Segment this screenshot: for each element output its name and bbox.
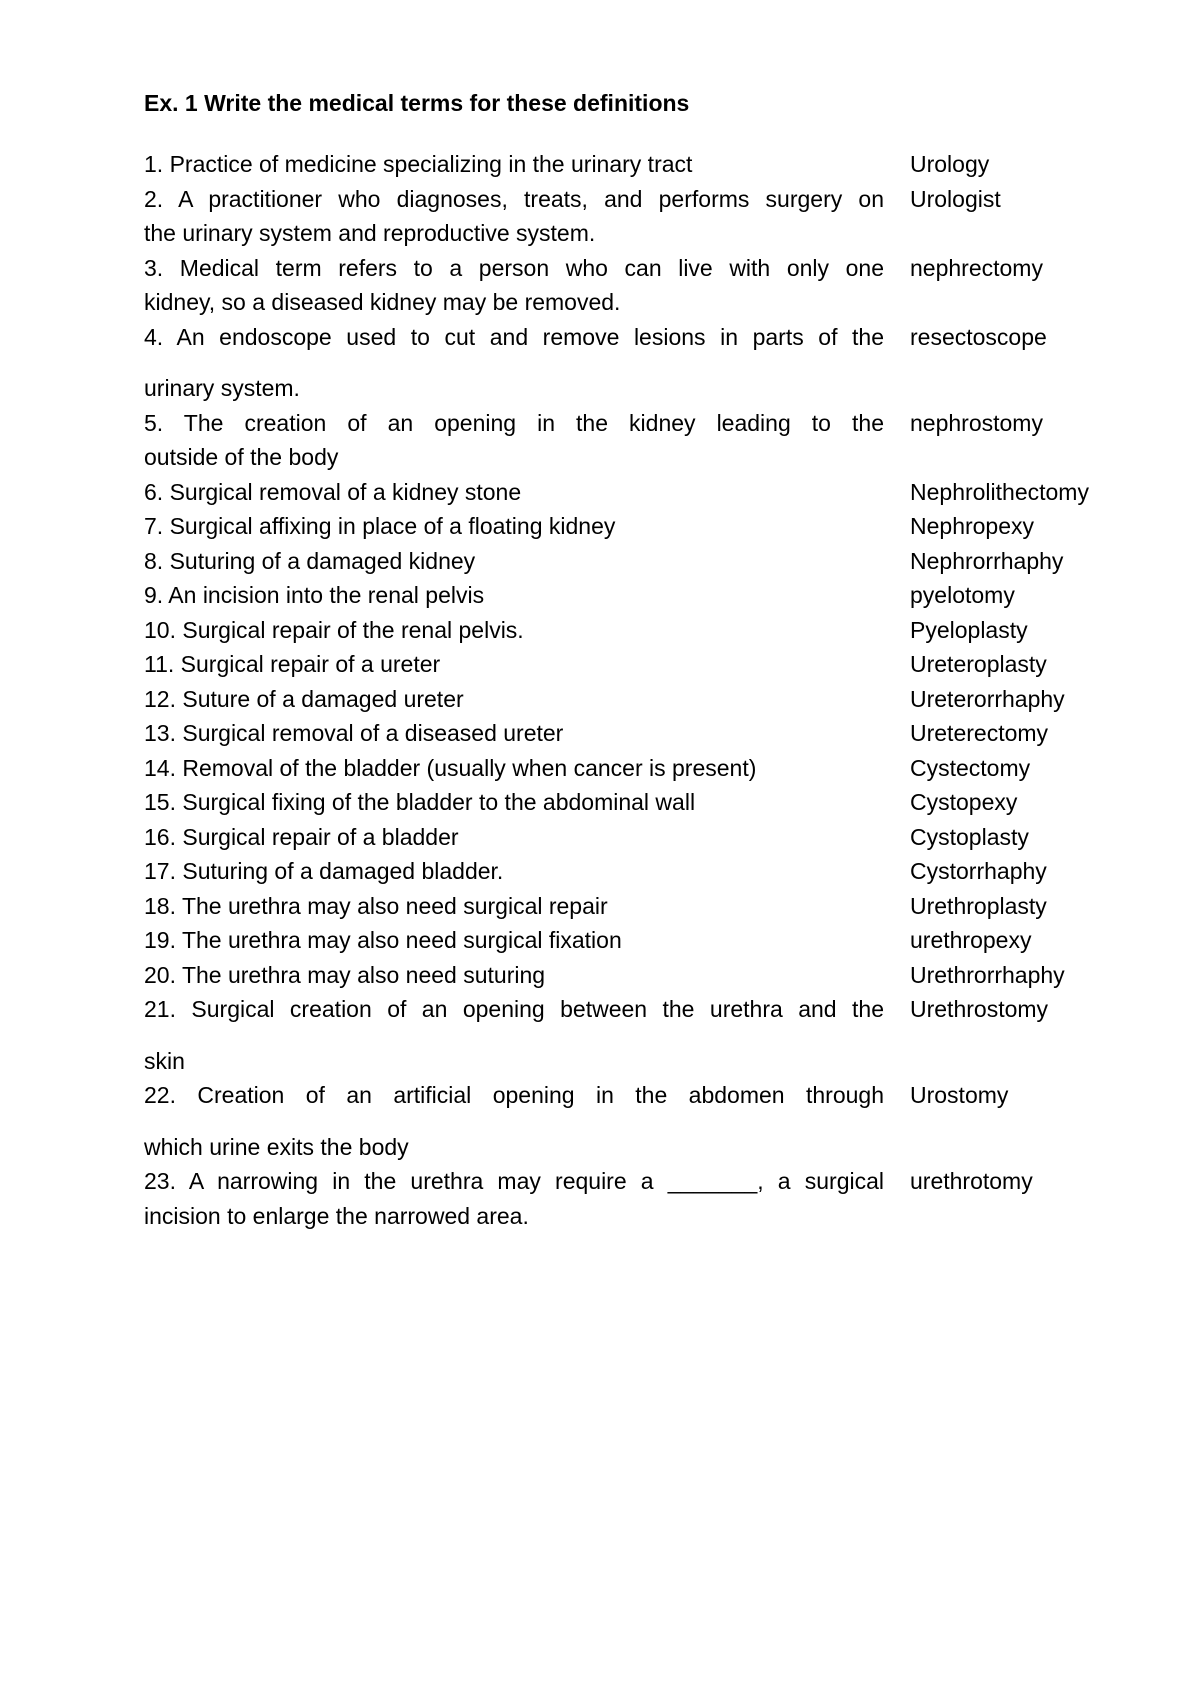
definition-line: urinary system.: [144, 375, 300, 401]
definition-line: 11. Surgical repair of a ureter: [144, 651, 441, 677]
definition-text: [144, 1164, 884, 1233]
definition-line: 18. The urethra may also need surgical repair: [144, 892, 608, 919]
definition-line: 7. Surgical affixing in place of a floating kidney: [144, 513, 616, 539]
medical-term-answer: Urologist: [910, 185, 1001, 212]
definition-line: outside of the body: [144, 444, 339, 470]
medical-term-answer: Nephrorrhaphy: [910, 547, 1064, 574]
definition-line: incision to enlarge the narrowed area.: [144, 1202, 529, 1229]
definition-row: [144, 509, 1144, 544]
medical-term-answer: Urology: [910, 151, 990, 177]
definition-row: [144, 682, 1144, 717]
medical-term-answer: Cystoplasty: [910, 823, 1029, 850]
definition-text: [144, 992, 884, 1078]
definition-line: 17. Suturing of a damaged bladder.: [144, 858, 504, 884]
definition-text: [144, 251, 884, 320]
definition-line: 14. Removal of the bladder (usually when cancer is present): [144, 754, 757, 781]
definition-text: [144, 406, 884, 475]
definition-row: [144, 820, 1144, 855]
medical-term-answer: Cystopexy: [910, 789, 1018, 815]
medical-term-answer: Urostomy: [910, 1082, 1009, 1108]
definition-text: [144, 320, 884, 406]
definition-row: [144, 613, 1144, 648]
definition-line: kidney, so a diseased kidney may be removed.: [144, 289, 621, 315]
definition-line: 22. Creation of an artificial opening in the abdomen through: [144, 1082, 884, 1108]
medical-term-answer: Ureteroplasty: [910, 651, 1047, 677]
definition-line: 19. The urethra may also need surgical fixation: [144, 927, 622, 953]
definition-row: [144, 1164, 1144, 1233]
definition-line: 1. Practice of medicine specializing in the urinary tract: [144, 151, 693, 177]
definition-text: [144, 509, 884, 544]
medical-term-answer: Ureterorrhaphy: [910, 685, 1065, 712]
medical-term-answer: Nephrolithectomy: [910, 478, 1089, 505]
medical-term-answer: Ureterectomy: [910, 720, 1049, 746]
definition-line: 8. Suturing of a damaged kidney: [144, 547, 476, 574]
definition-row: [144, 182, 1144, 251]
definition-line: the urinary system and reproductive system.: [144, 220, 596, 246]
definition-text: [144, 682, 884, 717]
definition-text: [144, 475, 884, 510]
definition-line: 5. The creation of an opening in the kidney leading to the: [144, 409, 884, 436]
definition-line: 12. Suture of a damaged ureter: [144, 685, 464, 712]
medical-term-answer: urethrotomy: [910, 1168, 1033, 1194]
definition-text: [144, 751, 884, 786]
definition-line: 10. Surgical repair of the renal pelvis.: [144, 616, 524, 643]
definition-text: [144, 820, 884, 855]
definition-row: [144, 785, 1144, 820]
definition-line: 23. A narrowing in the urethra may require a _______, a surgical: [144, 1168, 884, 1194]
definition-text: [144, 889, 884, 924]
medical-term-answer: Nephropexy: [910, 513, 1035, 539]
definition-text: [144, 182, 884, 251]
definition-text: [144, 578, 884, 613]
exercise-title: Ex. 1 Write the medical terms for these definitions: [144, 90, 690, 116]
definition-line: 13. Surgical removal of a diseased ureter: [144, 720, 564, 746]
definition-row: [144, 751, 1144, 786]
definition-row: [144, 854, 1144, 889]
definition-line: which urine exits the body: [144, 1133, 409, 1160]
definition-text: [144, 647, 884, 682]
definition-line: 21. Surgical creation of an opening between the urethra and the: [144, 996, 884, 1022]
definition-row: [144, 992, 1144, 1078]
definition-line: 16. Surgical repair of a bladder: [144, 823, 459, 850]
medical-term-answer: resectoscope: [910, 323, 1047, 350]
medical-term-answer: Cystorrhaphy: [910, 858, 1047, 884]
definition-row: [144, 578, 1144, 613]
definition-text: [144, 958, 884, 993]
definition-text: [144, 147, 884, 182]
definition-row: [144, 1078, 1144, 1164]
definition-line: 4. An endoscope used to cut and remove lesions in parts of the: [144, 323, 884, 350]
medical-term-answer: pyelotomy: [910, 582, 1015, 608]
definition-row: [144, 147, 1144, 182]
definition-text: [144, 785, 884, 820]
medical-term-answer: Cystectomy: [910, 754, 1031, 781]
medical-term-answer: Urethrorrhaphy: [910, 961, 1065, 988]
definition-text: [144, 613, 884, 648]
definition-text: [144, 544, 884, 579]
medical-term-answer: nephrostomy: [910, 409, 1043, 436]
definitions-list: [144, 147, 1144, 1233]
definition-text: [144, 854, 884, 889]
definition-text: [144, 1078, 884, 1164]
definition-row: [144, 889, 1144, 924]
definition-text: [144, 716, 884, 751]
definition-row: [144, 716, 1144, 751]
definition-row: [144, 923, 1144, 958]
definition-line: 3. Medical term refers to a person who can live with only one: [144, 254, 884, 281]
definition-line: 6. Surgical removal of a kidney stone: [144, 478, 522, 505]
definition-row: [144, 647, 1144, 682]
definition-text: [144, 923, 884, 958]
definition-row: [144, 406, 1144, 475]
definition-line: skin: [144, 1047, 185, 1074]
definition-row: [144, 320, 1144, 406]
definition-line: 9. An incision into the renal pelvis: [144, 582, 485, 608]
definition-line: 20. The urethra may also need suturing: [144, 961, 546, 988]
medical-term-answer: Urethroplasty: [910, 892, 1047, 919]
definition-line: 15. Surgical fixing of the bladder to the abdominal wall: [144, 789, 696, 815]
medical-term-answer: nephrectomy: [910, 254, 1043, 281]
medical-term-answer: urethropexy: [910, 927, 1032, 953]
medical-term-answer: Urethrostomy: [910, 996, 1049, 1022]
definition-row: [144, 475, 1144, 510]
definition-row: [144, 251, 1144, 320]
definition-line: 2. A practitioner who diagnoses, treats, and performs surgery on: [144, 185, 884, 212]
medical-term-answer: Pyeloplasty: [910, 616, 1028, 643]
definition-row: [144, 544, 1144, 579]
definition-row: [144, 958, 1144, 993]
